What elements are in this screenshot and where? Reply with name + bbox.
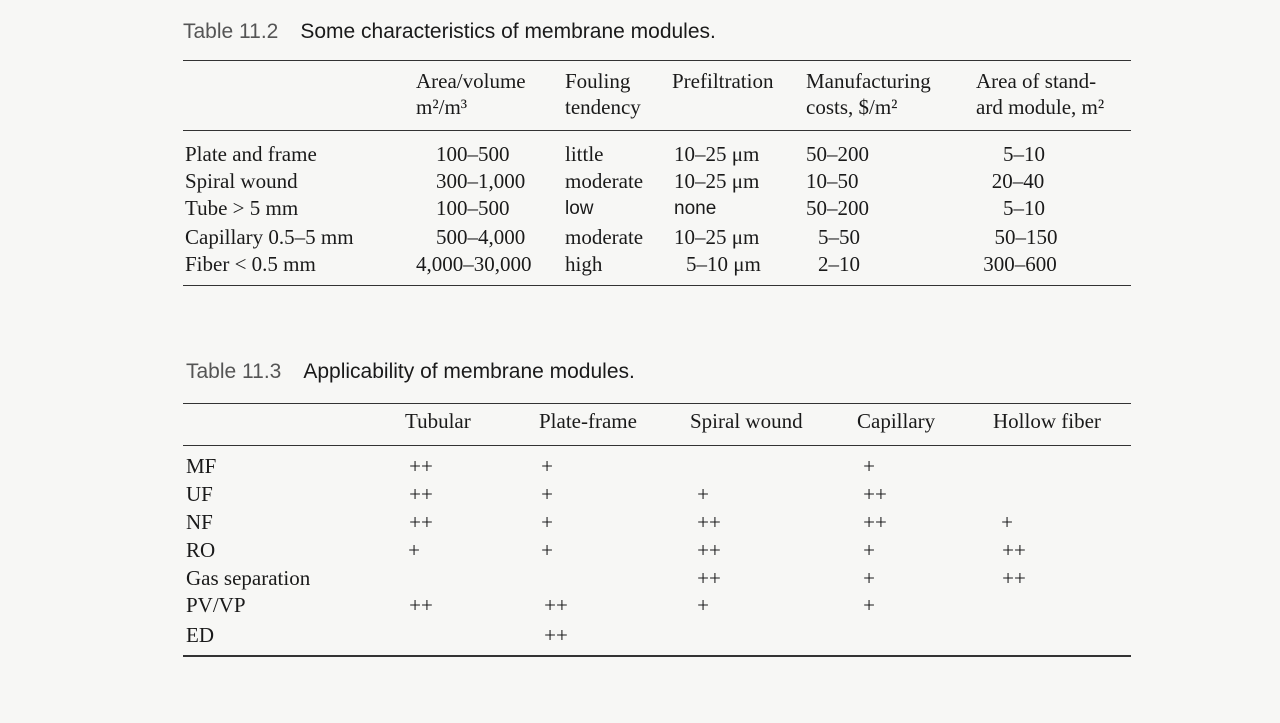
cell-area: 4,000–30,000 [416, 252, 532, 276]
cell-hollow: + [1001, 510, 1013, 534]
row-name: NF [186, 510, 213, 534]
cell-cost: 10–50 [806, 169, 859, 193]
table1-top-rule [183, 60, 1131, 61]
cell-module: 20–40 [991, 169, 1045, 193]
cell-plate: + [541, 454, 553, 478]
row-name: Capillary 0.5–5 mm [185, 225, 354, 249]
cell-capillary: + [863, 566, 875, 590]
table1-header-area: Area/volume m²/m³ [416, 69, 526, 119]
cell-module: 50–150 [994, 225, 1058, 249]
row-name: UF [186, 482, 213, 506]
cell-plate: ++ [544, 623, 568, 647]
table2-number: Table 11.3 [186, 360, 282, 383]
row-name: Gas separation [186, 566, 311, 590]
cell-plate: + [541, 538, 553, 562]
cell-fouling: moderate [565, 169, 644, 193]
table1-bottom-rule [183, 285, 1131, 286]
cell-fouling: low [565, 198, 594, 219]
cell-capillary: + [863, 538, 875, 562]
row-name: PV/VP [186, 593, 246, 617]
row-name: MF [186, 454, 217, 478]
table1-header-module-area: Area of stand- ard module, m² [976, 69, 1105, 119]
cell-prefilt: none [674, 198, 717, 219]
cell-cost: 50–200 [806, 142, 869, 166]
cell-spiral: ++ [697, 538, 721, 562]
row-name: Tube > 5 mm [185, 196, 299, 220]
cell-prefilt: 5–10 μm [686, 252, 761, 276]
cell-fouling: moderate [565, 225, 644, 249]
cell-plate: + [541, 510, 553, 534]
table1-header-fouling: Fouling tendency [565, 69, 641, 119]
cell-area: 100–500 [436, 196, 510, 220]
cell-plate: ++ [544, 593, 568, 617]
cell-prefilt: 10–25 μm [674, 142, 760, 166]
row-name: Fiber < 0.5 mm [185, 252, 316, 276]
table1-title: Some characteristics of membrane modules. [300, 20, 716, 43]
row-name: Spiral wound [185, 169, 298, 193]
cell-cost: 50–200 [806, 196, 869, 220]
table2-top-rule [183, 403, 1131, 404]
cell-fouling: high [565, 252, 603, 276]
row-name: RO [186, 538, 216, 562]
cell-fouling: little [565, 142, 604, 166]
cell-cost: 2–10 [818, 252, 860, 276]
cell-hollow: ++ [1002, 566, 1026, 590]
cell-module: 5–10 [1003, 142, 1045, 166]
table1-number: Table 11.2 [183, 20, 279, 43]
cell-hollow: ++ [1002, 538, 1026, 562]
cell-area: 500–4,000 [436, 225, 526, 249]
table1-caption [183, 20, 716, 44]
table2-caption [186, 360, 635, 384]
table2-bottom-rule [183, 655, 1131, 657]
table2-title: Applicability of membrane modules. [303, 360, 635, 383]
table2-header-rule [183, 445, 1131, 446]
table2-header-tubular: Tubular [405, 409, 471, 433]
cell-tubular: ++ [409, 454, 433, 478]
cell-module: 5–10 [1003, 196, 1045, 220]
cell-tubular: ++ [409, 593, 433, 617]
cell-area: 300–1,000 [436, 169, 526, 193]
cell-tubular: ++ [409, 510, 433, 534]
cell-spiral: + [697, 593, 709, 617]
table2-header-plate-frame: Plate-frame [539, 409, 637, 433]
row-name: ED [186, 623, 214, 647]
table2-header-hollow-fiber: Hollow fiber [993, 409, 1101, 433]
table1-header-cost: Manufacturing costs, $/m² [806, 69, 931, 119]
cell-prefilt: 10–25 μm [674, 225, 760, 249]
table2-header-capillary: Capillary [857, 409, 936, 433]
cell-module: 300–600 [983, 252, 1057, 276]
cell-spiral: + [697, 482, 709, 506]
cell-area: 100–500 [436, 142, 510, 166]
cell-capillary: + [863, 593, 875, 617]
cell-prefilt: 10–25 μm [674, 169, 760, 193]
cell-tubular: + [408, 538, 420, 562]
table2-header-spiral-wound: Spiral wound [690, 409, 803, 433]
table1-header-rule [183, 130, 1131, 131]
row-name: Plate and frame [185, 142, 317, 166]
cell-spiral: ++ [697, 566, 721, 590]
cell-capillary: ++ [863, 510, 887, 534]
cell-cost: 5–50 [818, 225, 860, 249]
cell-spiral: ++ [697, 510, 721, 534]
cell-capillary: ++ [863, 482, 887, 506]
table1-header-prefiltration: Prefiltration [672, 69, 774, 93]
cell-plate: + [541, 482, 553, 506]
cell-tubular: ++ [409, 482, 433, 506]
cell-capillary: + [863, 454, 875, 478]
